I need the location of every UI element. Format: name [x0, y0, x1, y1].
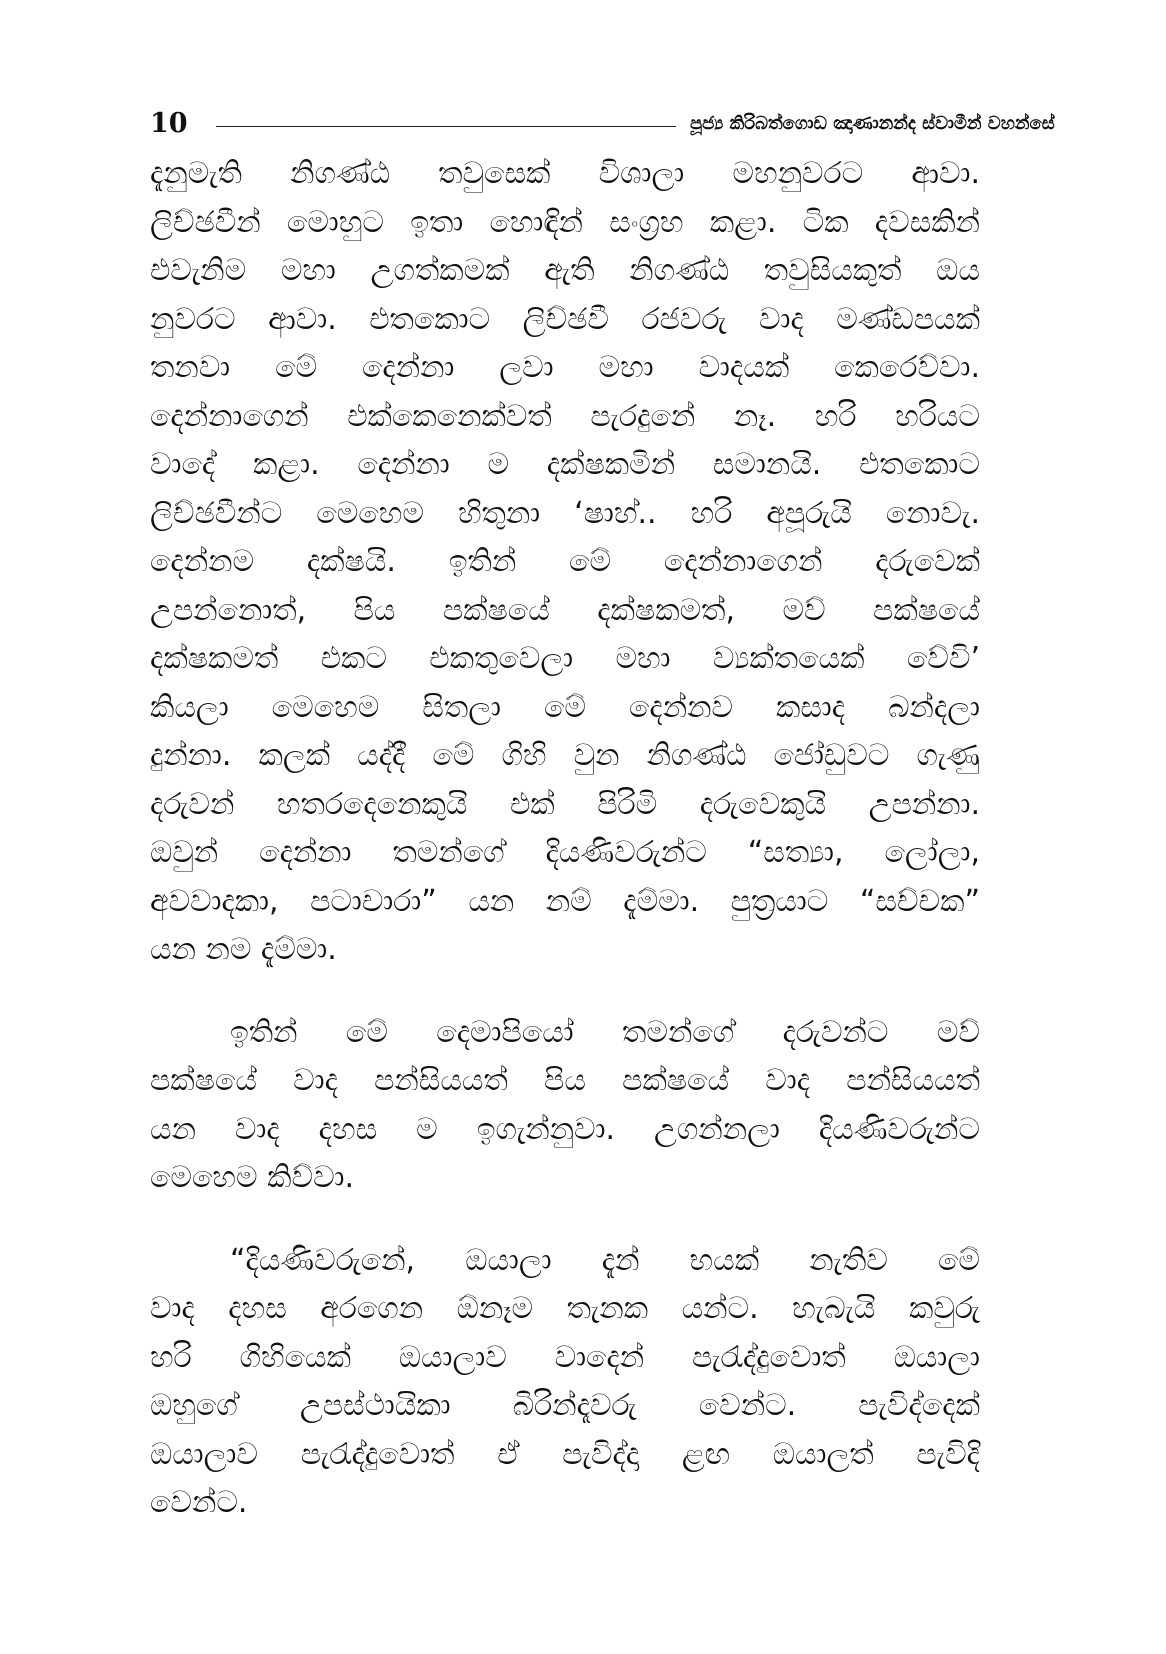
text-line: දෙන්නාගෙන් එක්කෙනෙක්වත් පැරදුනේ නෑ. හරි හරියට [150, 398, 980, 434]
text-line: හරි ගිහියෙක් ඔයාලාව වාදෙන් පැරැද්දුවොත් ඔයාලා [150, 1339, 980, 1375]
text-line: උපන්නොත්, පිය පක්ෂයේ දක්ෂකමත්, මව් පක්ෂයේ [150, 592, 980, 628]
header-rule [216, 126, 676, 127]
text-line: වෙන්ට. [150, 1485, 248, 1520]
body-text [150, 150, 980, 1528]
text-line: මෙහෙම කිව්වා. [150, 1160, 355, 1195]
text-line: පක්ෂයේ වාද පන්සියයත් පිය පක්ෂයේ වාද පන්සියයත් [150, 1063, 980, 1098]
running-header [150, 104, 1055, 144]
paragraph-3 [150, 1237, 980, 1528]
text-line: අවවාදකා, පටාචාරා” යන නම් දැම්මා. පුත්‍රයාට “සච්චක” [150, 883, 980, 919]
text-line: දුන්නා. කලක් යද්දී මේ ගිහි වුන නිගණ්ඨ ජෝඩුවට ගැණු [150, 738, 980, 773]
paragraph-2 [150, 1009, 980, 1203]
text-line: දක්ෂකමත් එකට එකතුවෙලා මහා ව්‍යක්තයෙක් වේවි’ [150, 641, 980, 676]
text-line: දරුවන් හතරදෙනෙකුයි එක් පිරිමි දරුවෙකුයි උපන්නා. [150, 786, 980, 822]
text-line: ලිච්ඡවීන්ට මෙහෙම හිතුනා ‘ෂාහ්.. හරි අපූරුයි නොවැ. [150, 495, 980, 531]
text-line: වාදේ කළා. දෙන්නා ම දක්ෂකමින් සමානයි. එතකොට [150, 447, 980, 482]
text-line: ලිච්ඡවීන් මොහුට ඉතා හොඳින් සංග්‍රහ කළා. ටික දවසකින් [150, 204, 980, 240]
text-line: ඔවුන් දෙන්නා තමන්ගේ දියණිවරුන්ට “සත්‍යා, ලෝලා, [150, 835, 980, 870]
text-line: ඔහුගේ උපස්ථායිකා බිරින්දෑවරු වෙන්ට. පැවිද්දෙක් [150, 1388, 980, 1423]
text-line: ඉතින් මේ දෙමාපියෝ තමන්ගේ දරුවන්ට මව් [230, 1014, 980, 1050]
text-line: තනවා මේ දෙන්නා ලවා මහා වාදයක් කෙරෙව්වා. [150, 350, 980, 385]
text-line: ඔයාලාව පැරැද්දුවොත් ඒ පැවිද්දා ළඟ ඔයාලත් පැවිදි [150, 1436, 980, 1472]
page-number: 10 [150, 108, 188, 139]
running-title: පූජ්‍ය කිරිබත්ගොඩ ඤාණානන්ද ස්වාමීන් වහන්සේ [690, 113, 1055, 134]
text-line: කියලා මෙහෙම සිතලා මේ දෙන්නව කසාද බන්දලා [150, 689, 980, 725]
text-line: දැනුමැති නිගණ්ඨ තවුසෙක් විශාලා මහනුවරට ආවා. [150, 156, 980, 191]
text-line: නුවරට ආවා. එතකොට ලිච්ඡවී රජවරු වාද මණ්ඩපයක් [150, 301, 980, 337]
text-line: වාද දහස අරගෙන ඕනෑම තැනක යන්ට. හැබැයි කවුරු [150, 1291, 980, 1326]
paragraph-1 [150, 150, 980, 975]
text-line: යන වාද දහස ම ඉගැන්නුවා. උගන්නලා දියණිවරුන්ට [150, 1111, 980, 1147]
text-line: යන නම දැම්මා. [150, 932, 337, 967]
text-line: දෙන්නම දක්ෂයි. ඉතින් මේ දෙන්නාගෙන් දරුවෙක් [150, 544, 980, 579]
text-line: “දියණිවරුනේ, ඔයාලා දැන් භයක් නැතිව මේ [230, 1242, 980, 1278]
text-line: එවැනිම මහා උගත්කමක් ඇති නිගණ්ඨ තවුසියකුත් ඔය [150, 253, 980, 288]
